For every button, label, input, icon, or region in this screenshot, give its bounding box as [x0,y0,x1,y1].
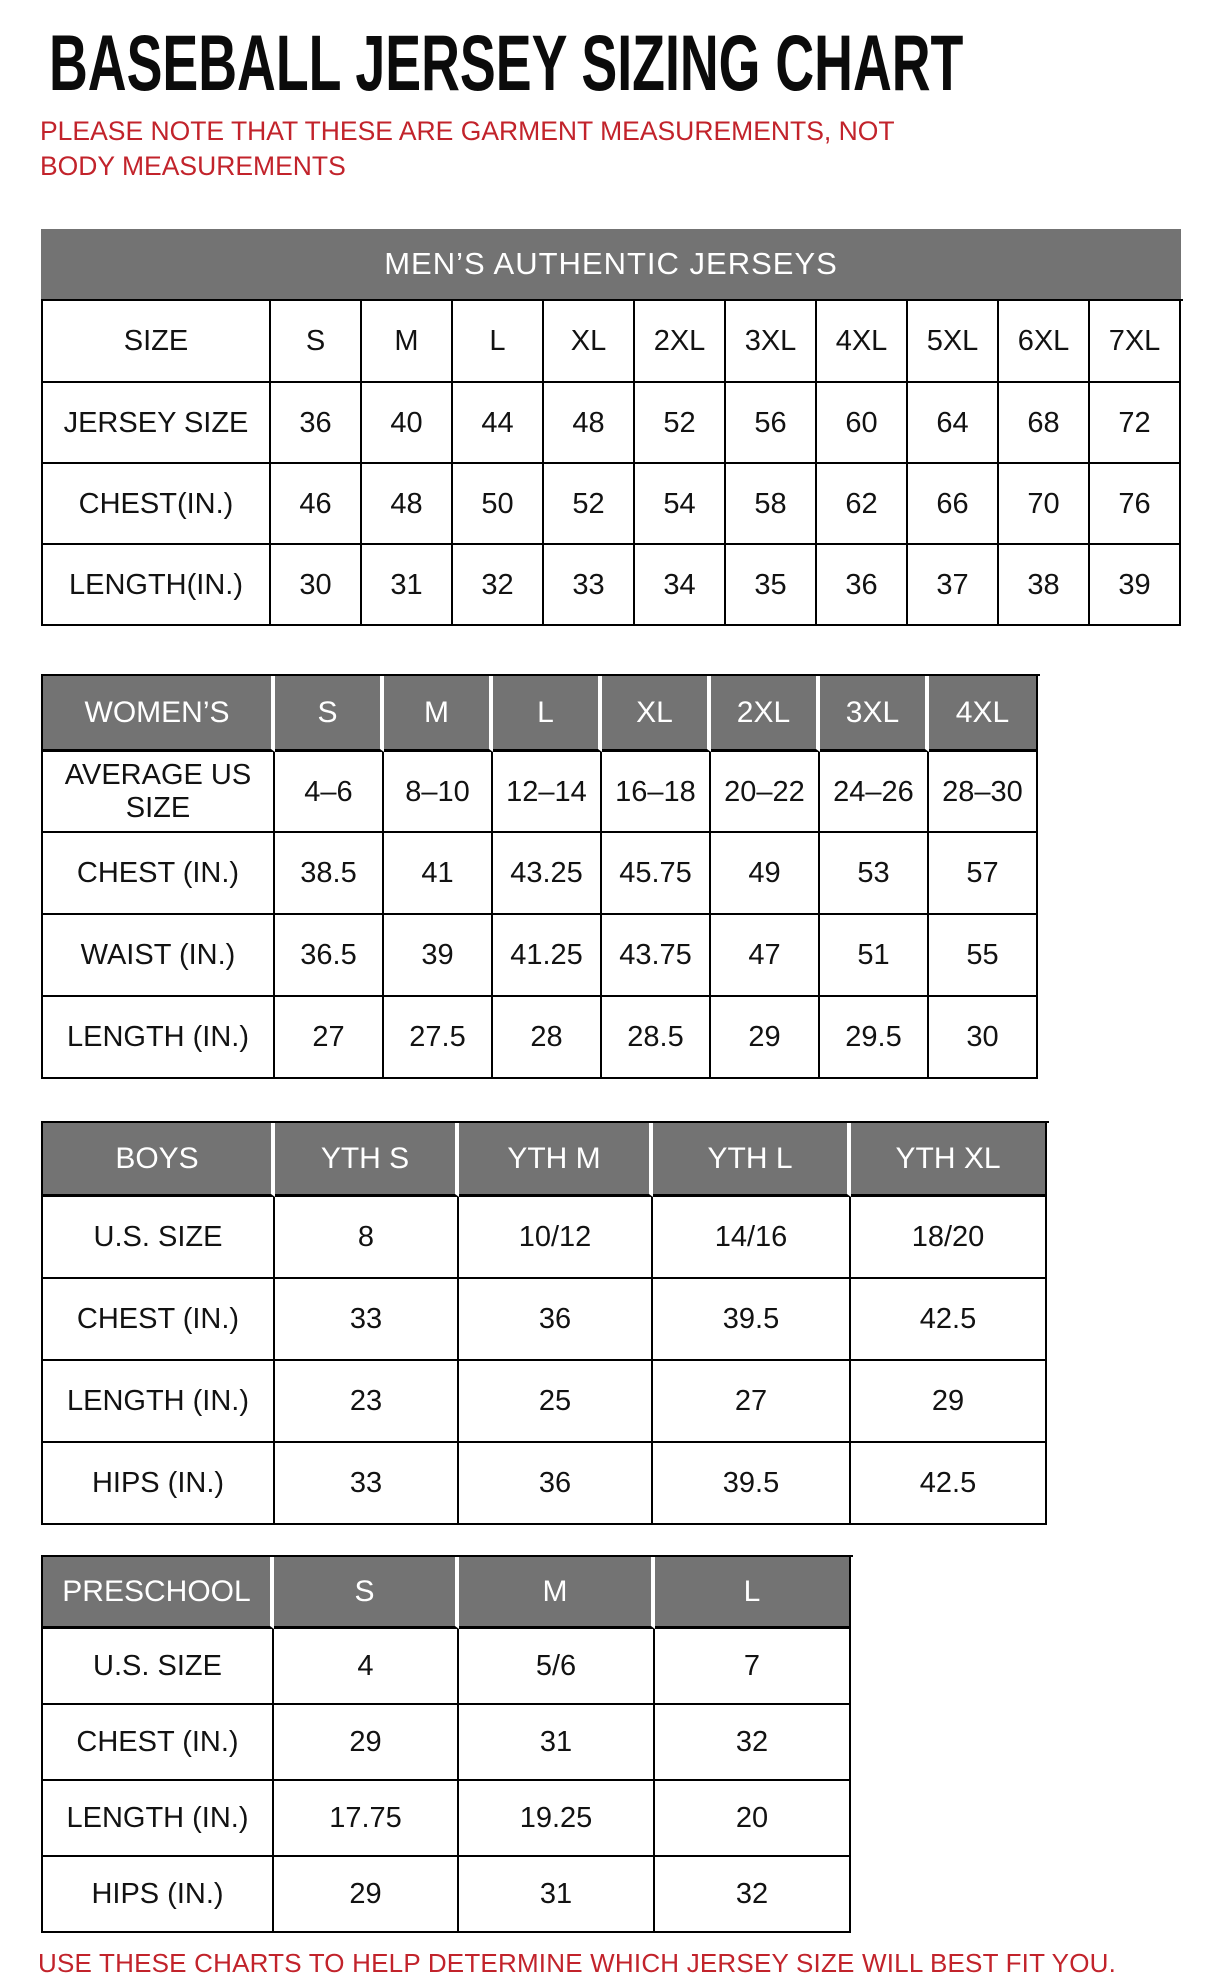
row-label-cell: LENGTH(IN.) [43,545,271,626]
column-header-cell: M [459,1557,655,1629]
row-label-cell: CHEST (IN.) [43,1705,274,1781]
column-header-cell: 4XL [817,301,908,383]
value-cell: 23 [275,1361,459,1443]
value-cell: 25 [459,1361,653,1443]
column-header-cell: 3XL [726,301,817,383]
value-cell: 28 [493,997,602,1079]
value-cell: 14/16 [653,1197,851,1279]
value-cell: 19.25 [459,1781,655,1857]
value-cell: 29.5 [820,997,929,1079]
value-cell: 39.5 [653,1279,851,1361]
value-cell: 35 [726,545,817,626]
value-cell: 30 [929,997,1038,1079]
value-cell: 76 [1090,464,1181,545]
value-cell: 57 [929,833,1038,915]
value-cell: 33 [275,1279,459,1361]
row-label-cell: CHEST(IN.) [43,464,271,545]
value-cell: 29 [851,1361,1047,1443]
column-header-cell: L [655,1557,851,1629]
womens-table-grid [41,674,1040,1079]
value-cell: 34 [635,545,726,626]
value-cell: 24–26 [820,752,929,833]
column-header-cell: 7XL [1090,301,1181,383]
row-label-cell: LENGTH (IN.) [43,1781,274,1857]
column-header-cell: XL [602,676,711,752]
value-cell: 40 [362,383,453,464]
value-cell: 43.25 [493,833,602,915]
value-cell: 27.5 [384,997,493,1079]
womens-table [41,674,1220,1079]
value-cell: 7 [655,1629,851,1705]
value-cell: 53 [820,833,929,915]
row-label-cell: HIPS (IN.) [43,1857,274,1933]
value-cell: 45.75 [602,833,711,915]
boys-table-grid [41,1121,1049,1525]
row-label-cell: LENGTH (IN.) [43,1361,275,1443]
value-cell: 55 [929,915,1038,997]
value-cell: 60 [817,383,908,464]
value-cell: 37 [908,545,999,626]
value-cell: 41.25 [493,915,602,997]
row-label-cell: CHEST (IN.) [43,833,275,915]
value-cell: 39 [384,915,493,997]
row-label-cell: WAIST (IN.) [43,915,275,997]
value-cell: 42.5 [851,1279,1047,1361]
row-label-cell: U.S. SIZE [43,1197,275,1279]
value-cell: 29 [274,1705,459,1781]
value-cell: 12–14 [493,752,602,833]
column-header-cell: SIZE [43,301,271,383]
column-header-cell: 2XL [635,301,726,383]
row-label-cell: CHEST (IN.) [43,1279,275,1361]
value-cell: 41 [384,833,493,915]
value-cell: 4 [274,1629,459,1705]
value-cell: 42.5 [851,1443,1047,1525]
value-cell: 70 [999,464,1090,545]
value-cell: 33 [544,545,635,626]
value-cell: 36.5 [275,915,384,997]
value-cell: 27 [653,1361,851,1443]
row-label-cell: JERSEY SIZE [43,383,271,464]
value-cell: 52 [635,383,726,464]
value-cell: 17.75 [274,1781,459,1857]
column-header-cell: XL [544,301,635,383]
value-cell: 32 [655,1705,851,1781]
value-cell: 58 [726,464,817,545]
value-cell: 39.5 [653,1443,851,1525]
value-cell: 28–30 [929,752,1038,833]
value-cell: 4–6 [275,752,384,833]
column-header-cell: YTH S [275,1123,459,1197]
value-cell: 20 [655,1781,851,1857]
column-header-cell: BOYS [43,1123,275,1197]
column-header-cell: WOMEN’S [43,676,275,752]
value-cell: 8 [275,1197,459,1279]
column-header-cell: YTH L [653,1123,851,1197]
column-header-cell: YTH XL [851,1123,1047,1197]
value-cell: 16–18 [602,752,711,833]
value-cell: 31 [362,545,453,626]
column-header-cell: M [362,301,453,383]
column-header-cell: 6XL [999,301,1090,383]
column-header-cell: 5XL [908,301,999,383]
column-header-cell: S [275,676,384,752]
value-cell: 32 [453,545,544,626]
preschool-table-grid [41,1555,853,1933]
page-title: BASEBALL JERSEY SIZING CHART [49,18,964,107]
value-cell: 48 [362,464,453,545]
value-cell: 36 [459,1279,653,1361]
column-header-cell: S [271,301,362,383]
value-cell: 50 [453,464,544,545]
garment-measurement-note: PLEASE NOTE THAT THESE ARE GARMENT MEASUREMENTS, NOT BODY MEASUREMENTS [40,116,895,182]
value-cell: 18/20 [851,1197,1047,1279]
mens-table-grid [41,299,1183,626]
column-header-cell: 4XL [929,676,1038,752]
column-header-cell: L [453,301,544,383]
column-header-cell: L [493,676,602,752]
value-cell: 20–22 [711,752,820,833]
value-cell: 47 [711,915,820,997]
value-cell: 29 [711,997,820,1079]
value-cell: 38 [999,545,1090,626]
value-cell: 30 [271,545,362,626]
value-cell: 51 [820,915,929,997]
value-cell: 36 [459,1443,653,1525]
value-cell: 36 [817,545,908,626]
value-cell: 62 [817,464,908,545]
value-cell: 49 [711,833,820,915]
value-cell: 27 [275,997,384,1079]
column-header-cell: S [274,1557,459,1629]
value-cell: 28.5 [602,997,711,1079]
value-cell: 54 [635,464,726,545]
boys-table [41,1121,1220,1525]
value-cell: 43.75 [602,915,711,997]
value-cell: 5/6 [459,1629,655,1705]
value-cell: 56 [726,383,817,464]
value-cell: 29 [274,1857,459,1933]
row-label-cell: AVERAGE US SIZE [43,752,275,833]
value-cell: 32 [655,1857,851,1933]
column-header-cell: 2XL [711,676,820,752]
value-cell: 72 [1090,383,1181,464]
column-header-cell: PRESCHOOL [43,1557,274,1629]
value-cell: 8–10 [384,752,493,833]
value-cell: 52 [544,464,635,545]
value-cell: 38.5 [275,833,384,915]
preschool-table [41,1555,1220,1933]
row-label-cell: LENGTH (IN.) [43,997,275,1079]
mens-table [41,229,1220,626]
column-header-cell: YTH M [459,1123,653,1197]
mens-table-title-band: MEN’S AUTHENTIC JERSEYS [41,229,1181,299]
row-label-cell: U.S. SIZE [43,1629,274,1705]
column-header-cell: M [384,676,493,752]
value-cell: 64 [908,383,999,464]
column-header-cell: 3XL [820,676,929,752]
value-cell: 66 [908,464,999,545]
value-cell: 31 [459,1857,655,1933]
row-label-cell: HIPS (IN.) [43,1443,275,1525]
value-cell: 48 [544,383,635,464]
value-cell: 39 [1090,545,1181,626]
value-cell: 68 [999,383,1090,464]
value-cell: 31 [459,1705,655,1781]
value-cell: 36 [271,383,362,464]
value-cell: 33 [275,1443,459,1525]
value-cell: 10/12 [459,1197,653,1279]
value-cell: 46 [271,464,362,545]
value-cell: 44 [453,383,544,464]
footer-note: USE THESE CHARTS TO HELP DETERMINE WHICH JERSEY SIZE WILL BEST FIT YOU. [38,1948,1117,1974]
